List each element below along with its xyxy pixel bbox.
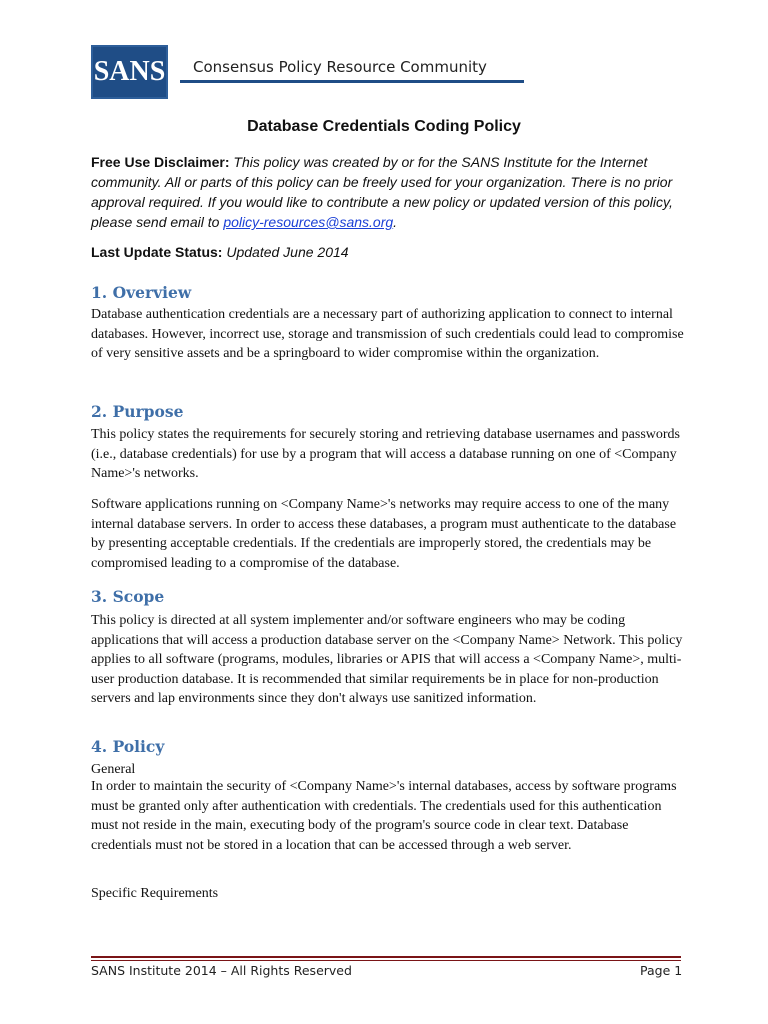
section-heading-purpose: 2. Purpose	[91, 402, 184, 421]
section-heading-overview: 1. Overview	[91, 283, 192, 302]
section-heading-policy: 4. Policy	[91, 737, 165, 756]
policy-subheading-general: General	[91, 762, 136, 777]
footer-copyright: SANS Institute 2014 – All Rights Reserved	[91, 963, 352, 978]
policy-paragraph: In order to maintain the security of <Company Name>'s internal databases, access by software programs must be granted only after authentication with credentials. The credentials used for this authentication must not reside in the main, executing body of the program's source code in clear text. Database credentials must not be stored in a location that can be accessed through a web server.	[91, 779, 677, 853]
disclaimer-text: This policy was created by or for the SANS Institute for the Internet community. All or parts of this policy can be freely used for your organization. There is no prior approval required. If you would like to contribute a new policy or updated version of this policy, please send email to	[91, 154, 673, 230]
footer-rule-thin	[91, 960, 681, 961]
update-status-label: Last Update Status:	[91, 244, 223, 260]
footer-page-number: Page 1	[640, 963, 683, 978]
update-status-value: Updated June 2014	[222, 244, 349, 260]
footer-rule	[91, 956, 681, 958]
policy-subheading-specific: Specific Requirements	[91, 886, 219, 901]
scope-paragraph: This policy is directed at all system implementer and/or software engineers who may be coding applications that will access a production database server on the <Company Name> Network. This policy applies to all software (programs, modules, libraries or APIS that will access a <Company Name>, multi-user production database. It is recommended that similar requirements be in place for non-production servers and lap environments since they don't always use sanitized information.	[91, 613, 683, 706]
logo-text: SANS	[93, 56, 166, 87]
disclaimer-paragraph	[91, 152, 691, 232]
disclaimer-label: Free Use Disclaimer:	[91, 154, 230, 170]
update-status	[91, 242, 691, 262]
section-heading-scope: 3. Scope	[91, 587, 165, 606]
purpose-paragraph-1: This policy states the requirements for securely storing and retrieving database usernames and passwords (i.e., database credentials) for use by a program that will access a database running on one of <Company Name>'s networks.	[91, 427, 680, 481]
email-link[interactable]: policy-resources@sans.org	[223, 214, 394, 230]
sans-logo	[91, 45, 168, 99]
header-rule	[180, 80, 524, 83]
header-title: Consensus Policy Resource Community	[193, 58, 487, 76]
document-title: Database Credentials Coding Policy	[247, 118, 521, 135]
disclaimer-end: .	[393, 214, 398, 230]
purpose-paragraph-2: Software applications running on <Company Name>'s networks may require access to one of the many internal database servers. In order to access these databases, a program must authenticate to the database by presenting acceptable credentials. If the credentials are improperly stored, the credentials may be compromised leading to a compromise of the database.	[91, 497, 677, 571]
overview-paragraph: Database authentication credentials are a necessary part of authorizing application to connect to internal databases. However, incorrect use, storage and transmission of such credentials could lead to compromise of very sensitive assets and be a springboard to wider compromise within the organization.	[91, 307, 684, 361]
